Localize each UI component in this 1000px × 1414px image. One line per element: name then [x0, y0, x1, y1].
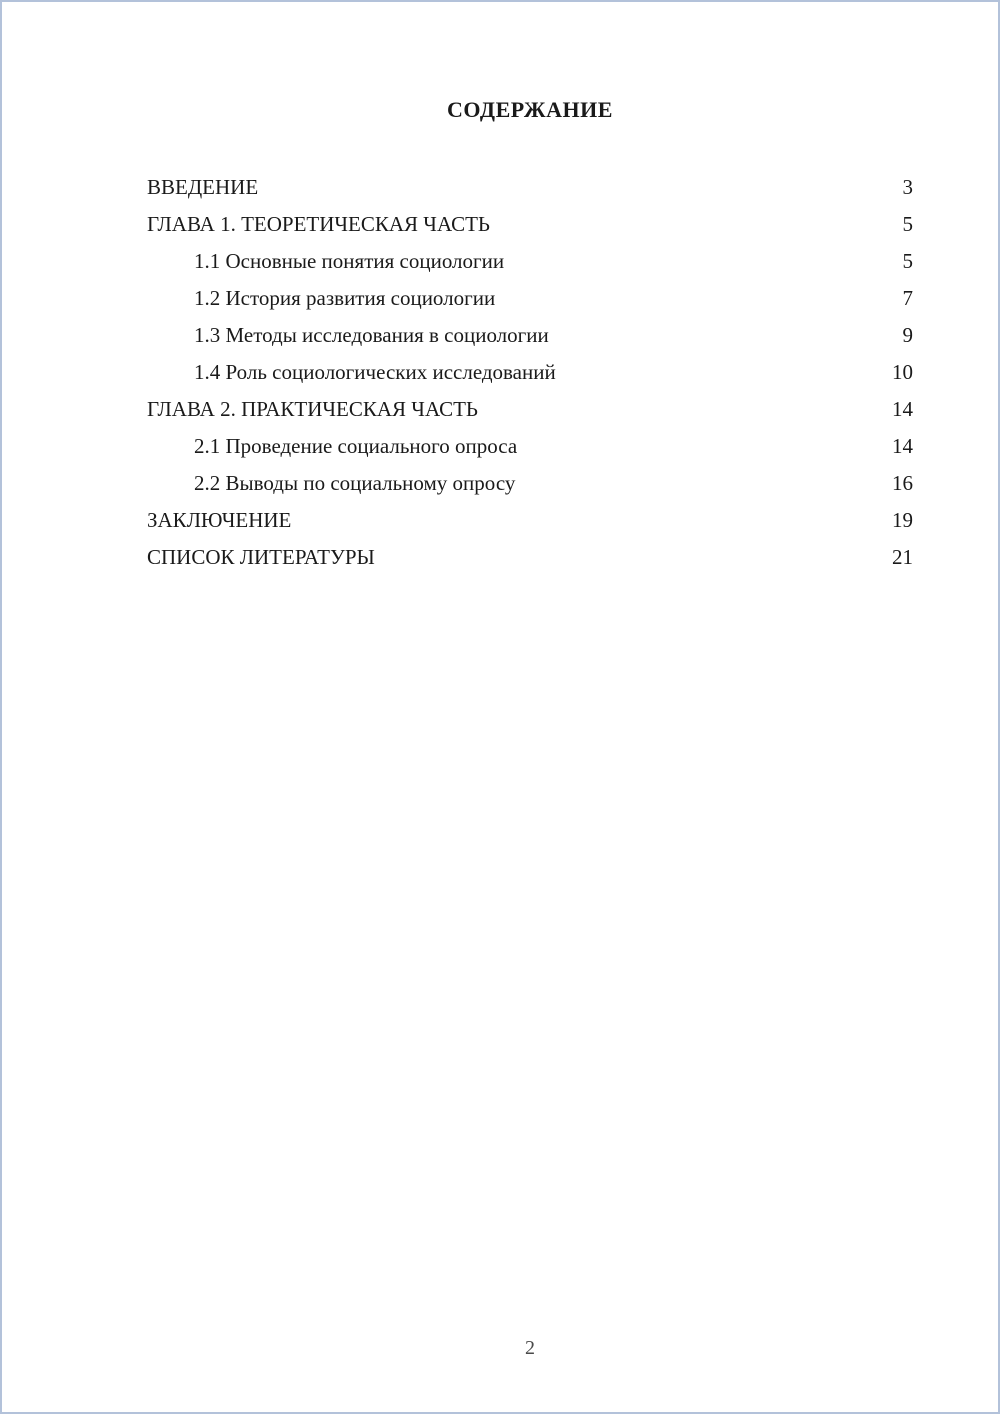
toc-entry-page: 19 — [892, 508, 913, 532]
toc-entry-label: ЗАКЛЮЧЕНИЕ — [147, 508, 292, 532]
toc-entry — [147, 502, 913, 539]
toc-entry-label: 2.2 Выводы по социальному опросу — [194, 471, 516, 495]
toc-entry-label: 2.1 Проведение социального опроса — [194, 434, 518, 458]
toc-entry-page: 5 — [902, 212, 913, 236]
toc-entry-page: 5 — [902, 249, 913, 273]
toc-entry-page: 21 — [892, 545, 913, 569]
page-title: СОДЕРЖАНИЕ — [447, 97, 613, 122]
toc-entry-page: 9 — [902, 323, 913, 347]
toc-entry-page: 3 — [902, 175, 913, 199]
toc-entry — [147, 391, 913, 428]
toc-entry-label: 1.1 Основные понятия социологии — [194, 249, 505, 273]
page-number: 2 — [525, 1337, 535, 1359]
toc-entry — [147, 206, 913, 243]
toc-entry — [147, 169, 913, 206]
toc-entry-page: 7 — [902, 286, 913, 310]
toc-entry-page: 14 — [892, 397, 913, 421]
toc-entry-label: СПИСОК ЛИТЕРАТУРЫ — [147, 545, 375, 569]
toc-entry — [147, 243, 913, 280]
toc-entry-label: ГЛАВА 1. ТЕОРЕТИЧЕСКАЯ ЧАСТЬ — [147, 212, 490, 236]
toc-entry-page: 14 — [892, 434, 913, 458]
page-content — [2, 2, 998, 576]
toc-entry-label: ВВЕДЕНИЕ — [147, 175, 259, 199]
toc-entry — [147, 428, 913, 465]
toc-entry — [147, 539, 913, 576]
toc-entry-label: 1.2 История развития социологии — [194, 286, 496, 310]
toc-entry-label: ГЛАВА 2. ПРАКТИЧЕСКАЯ ЧАСТЬ — [147, 397, 478, 421]
toc-entry — [147, 354, 913, 391]
toc-entry — [147, 317, 913, 354]
toc-entry — [147, 280, 913, 317]
toc-entry — [147, 465, 913, 502]
toc-entry-page: 16 — [892, 471, 913, 495]
toc-entry-page: 10 — [892, 360, 913, 384]
toc-entry-label: 1.4 Роль социологических исследований — [194, 360, 556, 384]
toc-entry-label: 1.3 Методы исследования в социологии — [194, 323, 549, 347]
table-of-contents — [147, 169, 913, 576]
